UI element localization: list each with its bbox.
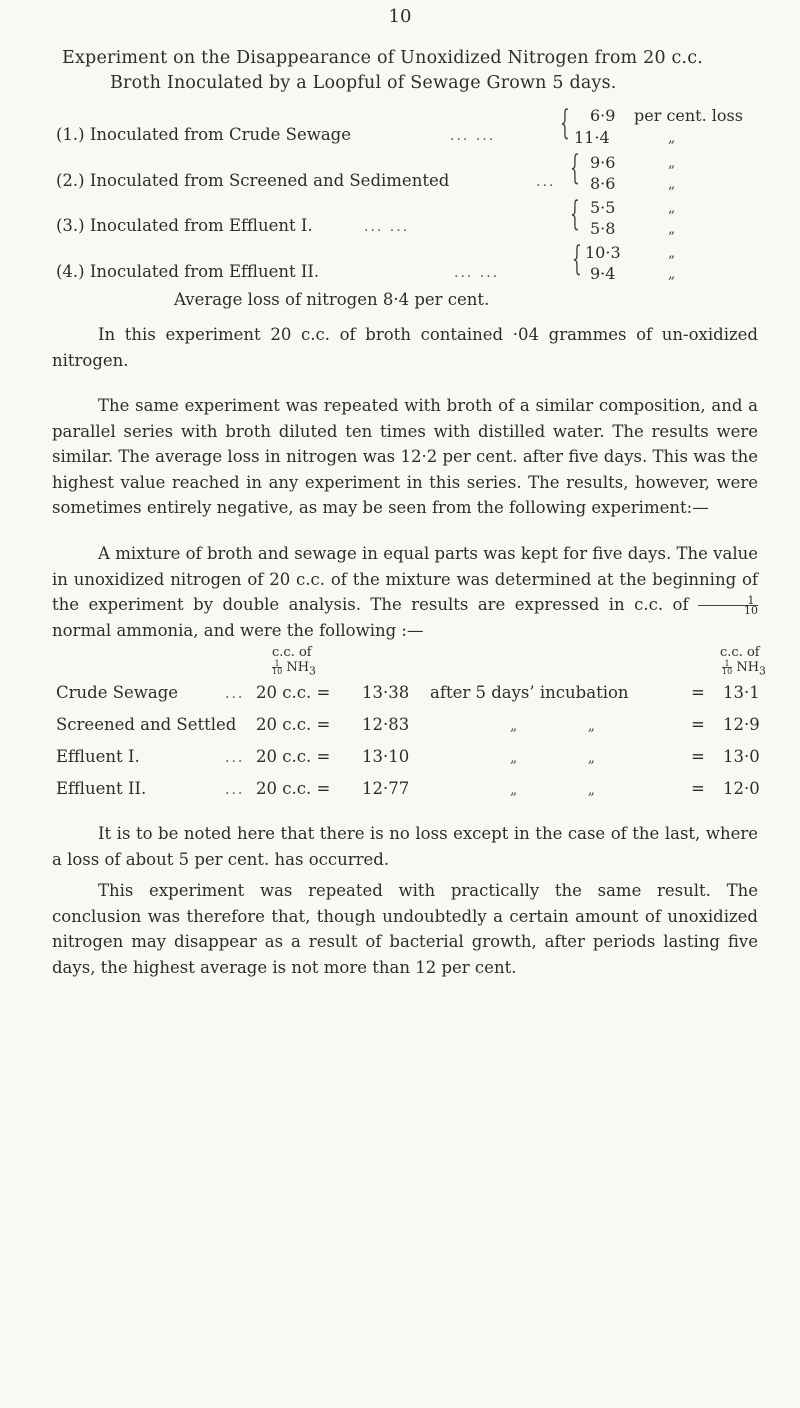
experiment-unit: per cent. loss	[634, 106, 743, 125]
column-unit-before: $\frac{1}{10}$ $NH_3$	[272, 659, 316, 678]
experiment-2-value-b: 8·6	[590, 174, 616, 193]
table-row-equals: =	[691, 779, 705, 798]
table-row-before: 12·83	[362, 715, 410, 734]
ditto-mark: „	[668, 245, 676, 261]
table-row-before: 12·77	[362, 779, 410, 798]
experiment-2-value-a: 9·6	[590, 153, 616, 172]
experiment-4-label: (4.) Inoculated from Effluent II.	[56, 262, 320, 281]
experiment-3-brace: {	[570, 194, 580, 234]
paragraph-4: It is to be noted here that there is no loss except in the case of the last, where a loss of about 5 per cent. has occurred.	[52, 824, 758, 869]
ditto-mark: „	[668, 130, 676, 146]
experiment-1-label: (1.) Inoculated from Crude Sewage	[56, 125, 352, 144]
title-line-2: Broth Inoculated by a Loopful of Sewage Grown 5 days.	[110, 73, 617, 93]
table-row-name: Crude Sewage	[56, 683, 179, 702]
experiment-1-value-b: 11·4	[574, 128, 610, 147]
table-row-dots: ...	[225, 686, 245, 702]
experiment-4-value-b: 9·4	[590, 264, 616, 283]
table-row-name: Effluent I.	[56, 747, 140, 766]
experiment-1-dots: ... ...	[450, 128, 496, 144]
ditto-mark: „	[668, 176, 676, 192]
paragraph-3-text-b: normal ammonia, and were the following :—	[52, 620, 424, 640]
table-row-equals: =	[691, 715, 705, 734]
paragraph-3	[52, 541, 758, 643]
paragraph-1: In this experiment 20 c.c. of broth contained ·04 grammes of un-oxidized nitrogen.	[52, 325, 758, 370]
experiment-3-value-a: 5·5	[590, 198, 616, 217]
experiment-3-value-b: 5·8	[590, 219, 616, 238]
table-row-equals: =	[691, 683, 705, 702]
page-number: 10	[388, 6, 412, 27]
fraction-one-tenth: $\frac{1}{10}$	[698, 596, 758, 615]
paragraph-2: The same experiment was repeated with broth of a similar composition, and a parallel series with broth diluted ten times with distilled water. The results were similar. The average loss in nitrogen was 12·2 per cent. after five days. This was the highest value reached in any experiment in this series. The results, however, were sometimes entirely negative, as may be seen from the following experiment:—	[52, 396, 758, 517]
table-row-before: 13·38	[362, 683, 410, 702]
table-row-name: Effluent II.	[56, 779, 147, 798]
experiment-2-brace: {	[570, 148, 580, 188]
table-row-equals: =	[691, 747, 705, 766]
column-header-before: c.c. of	[272, 645, 312, 660]
column-header-after: c.c. of	[720, 645, 760, 660]
table-row-after: 13·0	[723, 747, 760, 766]
table-row-ditto: „ „	[510, 782, 595, 798]
paragraph-5: This experiment was repeated with practically the same result. The conclusion was therefore that, though undoubtedly a certain amount of unoxidized nitrogen may disappear as a result of bacterial growth, after periods lasting five days, the highest average is not more than 12 per cent.	[52, 881, 758, 977]
table-row-ditto: „ „	[510, 750, 595, 766]
experiment-2-label: (2.) Inoculated from Screened and Sedimented	[56, 171, 450, 190]
table-row-name: Screened and Settled	[56, 715, 237, 734]
table-row-ditto: „ „	[510, 718, 595, 734]
table-row-volume: 20 c.c. =	[256, 715, 331, 734]
ditto-mark: „	[668, 266, 676, 282]
ditto-mark: „	[668, 200, 676, 216]
table-row-volume: 20 c.c. =	[256, 747, 331, 766]
ditto-mark: „	[668, 221, 676, 237]
paragraph-3-text-a: A mixture of broth and sewage in equal parts was kept for five days. The value in unoxidized nitrogen of 20 c.c. of the mixture was determined at the beginning of the experiment by double analysis. The results are expressed in c.c. of	[52, 544, 758, 614]
table-row-incubation: after 5 days’ incubation	[430, 683, 629, 702]
table-row-after: 12·9	[723, 715, 760, 734]
experiment-3-dots: ... ...	[364, 219, 410, 235]
experiment-1-value-a: 6·9	[590, 106, 616, 125]
table-row-volume: 20 c.c. =	[256, 683, 331, 702]
table-row-dots: ...	[225, 750, 245, 766]
table-row-dots: ...	[225, 782, 245, 798]
table-row-after: 12·0	[723, 779, 760, 798]
experiment-2-dots: ...	[536, 174, 556, 190]
average-loss: Average loss of nitrogen 8·4 per cent.	[174, 290, 490, 309]
table-row-volume: 20 c.c. =	[256, 779, 331, 798]
experiment-3-label: (3.) Inoculated from Effluent I.	[56, 216, 313, 235]
experiment-1-brace: {	[560, 103, 570, 143]
table-row-before: 13·10	[362, 747, 410, 766]
column-unit-after: $\frac{1}{10}$ $NH_3$	[722, 659, 766, 678]
experiment-4-brace: {	[572, 239, 582, 279]
experiment-4-dots: ... ...	[454, 265, 500, 281]
experiment-4-value-a: 10·3	[585, 243, 621, 262]
ditto-mark: „	[668, 155, 676, 171]
title-line-1: Experiment on the Disappearance of Unoxidized Nitrogen from 20 c.c.	[62, 48, 704, 68]
table-row-after: 13·1	[723, 683, 760, 702]
